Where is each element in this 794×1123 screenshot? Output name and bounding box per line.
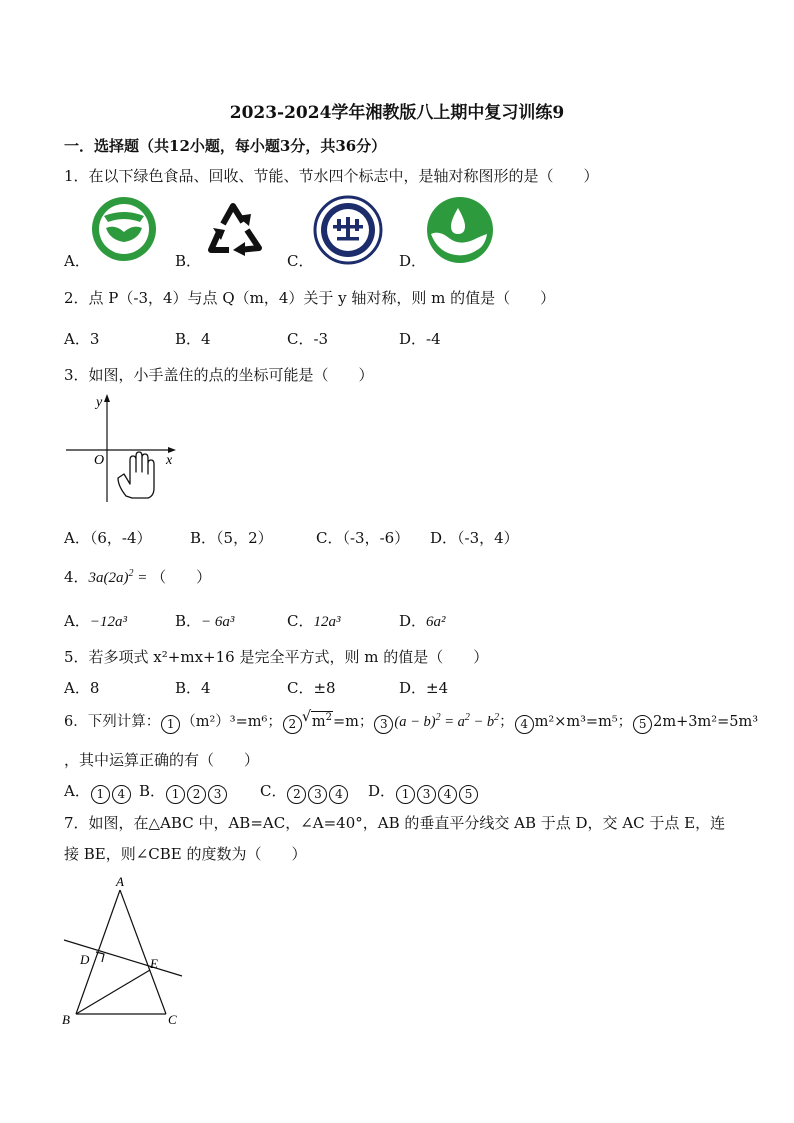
q4-option-b[interactable]: B．− 6a³ [175, 612, 235, 630]
q7-stem-line1: 7．如图，在△ABC 中，AB=AC，∠A=40°，AB 的垂直平分线交 AB 于点 D，交 AC 于点 E，连 [64, 814, 726, 832]
q4-options [64, 610, 484, 632]
segment-be [76, 970, 150, 1014]
q1-options [64, 250, 484, 270]
q2-option-b[interactable]: B．4 [175, 330, 211, 348]
q4-stem: 4．$3a(2a)^2$ = （ ） [64, 568, 212, 586]
q5-option-a[interactable]: A．8 [64, 679, 100, 697]
q2-option-a[interactable]: A．3 [64, 330, 100, 348]
q4-option-c[interactable]: C．12a³ [287, 612, 341, 630]
q3-option-b[interactable]: B．（5，2） [190, 529, 273, 547]
q6-stem: 6．下列计算： 1 （m²）³=m⁶； 2 √ $m^2=m$； 3 $(a - b)^2 = a^2 - b^2$； 4 m²×m³=m⁵； 5 2m+3m²=5m³ [64, 710, 758, 734]
q2-options [64, 328, 484, 348]
q5-stem: 5．若多项式 x²+mx+16 是完全平方式，则 m 的值是（ ） [64, 648, 489, 666]
side-ac [120, 890, 166, 1014]
q2-stem: 2．点 P（-3，4）与点 Q（m，4）关于 y 轴对称，则 m 的值是（ ） [64, 289, 556, 307]
q2-option-c[interactable]: C．-3 [287, 330, 329, 348]
q4-option-a[interactable]: A．−12a³ [64, 612, 127, 630]
q4-number: 4． [64, 568, 89, 586]
q6-option-c[interactable]: C． 2 3 4 [260, 780, 349, 804]
q5-option-d[interactable]: D．±4 [399, 679, 449, 697]
label-c: C [168, 1012, 177, 1027]
q4-expression: $3a(2a)^2$ = [88, 568, 152, 586]
q1-option-d[interactable]: D． [399, 252, 427, 270]
label-a: A [116, 874, 124, 889]
q2-option-d[interactable]: D．-4 [399, 330, 441, 348]
label-b: B [62, 1012, 70, 1027]
q7-triangle-figure [58, 872, 188, 1028]
q3-option-c[interactable]: C．（-3，-6） [316, 529, 410, 547]
section-heading: 一．选择题（共12小题，每小题3分，共36分） [64, 137, 387, 155]
hand-icon [118, 452, 154, 498]
origin-label: O [94, 453, 105, 468]
q6-option-d[interactable]: D． 1 3 4 5 [368, 780, 479, 804]
page-title: 2023-2024学年湘教版八上期中复习训练9 [229, 103, 565, 123]
q7-stem-line2: 接 BE，则∠CBE 的度数为（ ） [64, 845, 307, 863]
q1-stem: 1．在以下绿色食品、回收、节能、节水四个标志中，是轴对称图形的是（ ） [64, 167, 599, 185]
q5-option-c[interactable]: C．±8 [287, 679, 336, 697]
q1-option-a[interactable]: A． [64, 252, 90, 270]
sqrt-expression: √ $m^2$ [301, 709, 332, 730]
q6-option-b[interactable]: B． 1 2 3 [139, 780, 228, 804]
q6-options [64, 780, 504, 802]
y-axis-label: y [96, 395, 103, 410]
q5-option-b[interactable]: B．4 [175, 679, 211, 697]
q1-option-b[interactable]: B． [175, 252, 202, 270]
q1-option-c[interactable]: C． [287, 252, 314, 270]
q3-coordinate-figure [60, 392, 182, 504]
q5-options [64, 677, 484, 697]
q6-tail: ，其中运算正确的有（ ） [64, 751, 260, 769]
q3-option-a[interactable]: A．（6，-4） [64, 529, 152, 547]
label-d: D [80, 952, 90, 967]
q6-option-a[interactable]: A． 1 4 [64, 780, 132, 804]
q4-option-d[interactable]: D．6a² [399, 612, 446, 630]
q3-option-d[interactable]: D．（-3，4） [430, 529, 519, 547]
x-axis-label: x [166, 453, 173, 468]
label-e: E [150, 956, 158, 971]
q3-options [64, 527, 524, 547]
q3-stem: 3．如图，小手盖住的点的坐标可能是（ ） [64, 366, 374, 384]
